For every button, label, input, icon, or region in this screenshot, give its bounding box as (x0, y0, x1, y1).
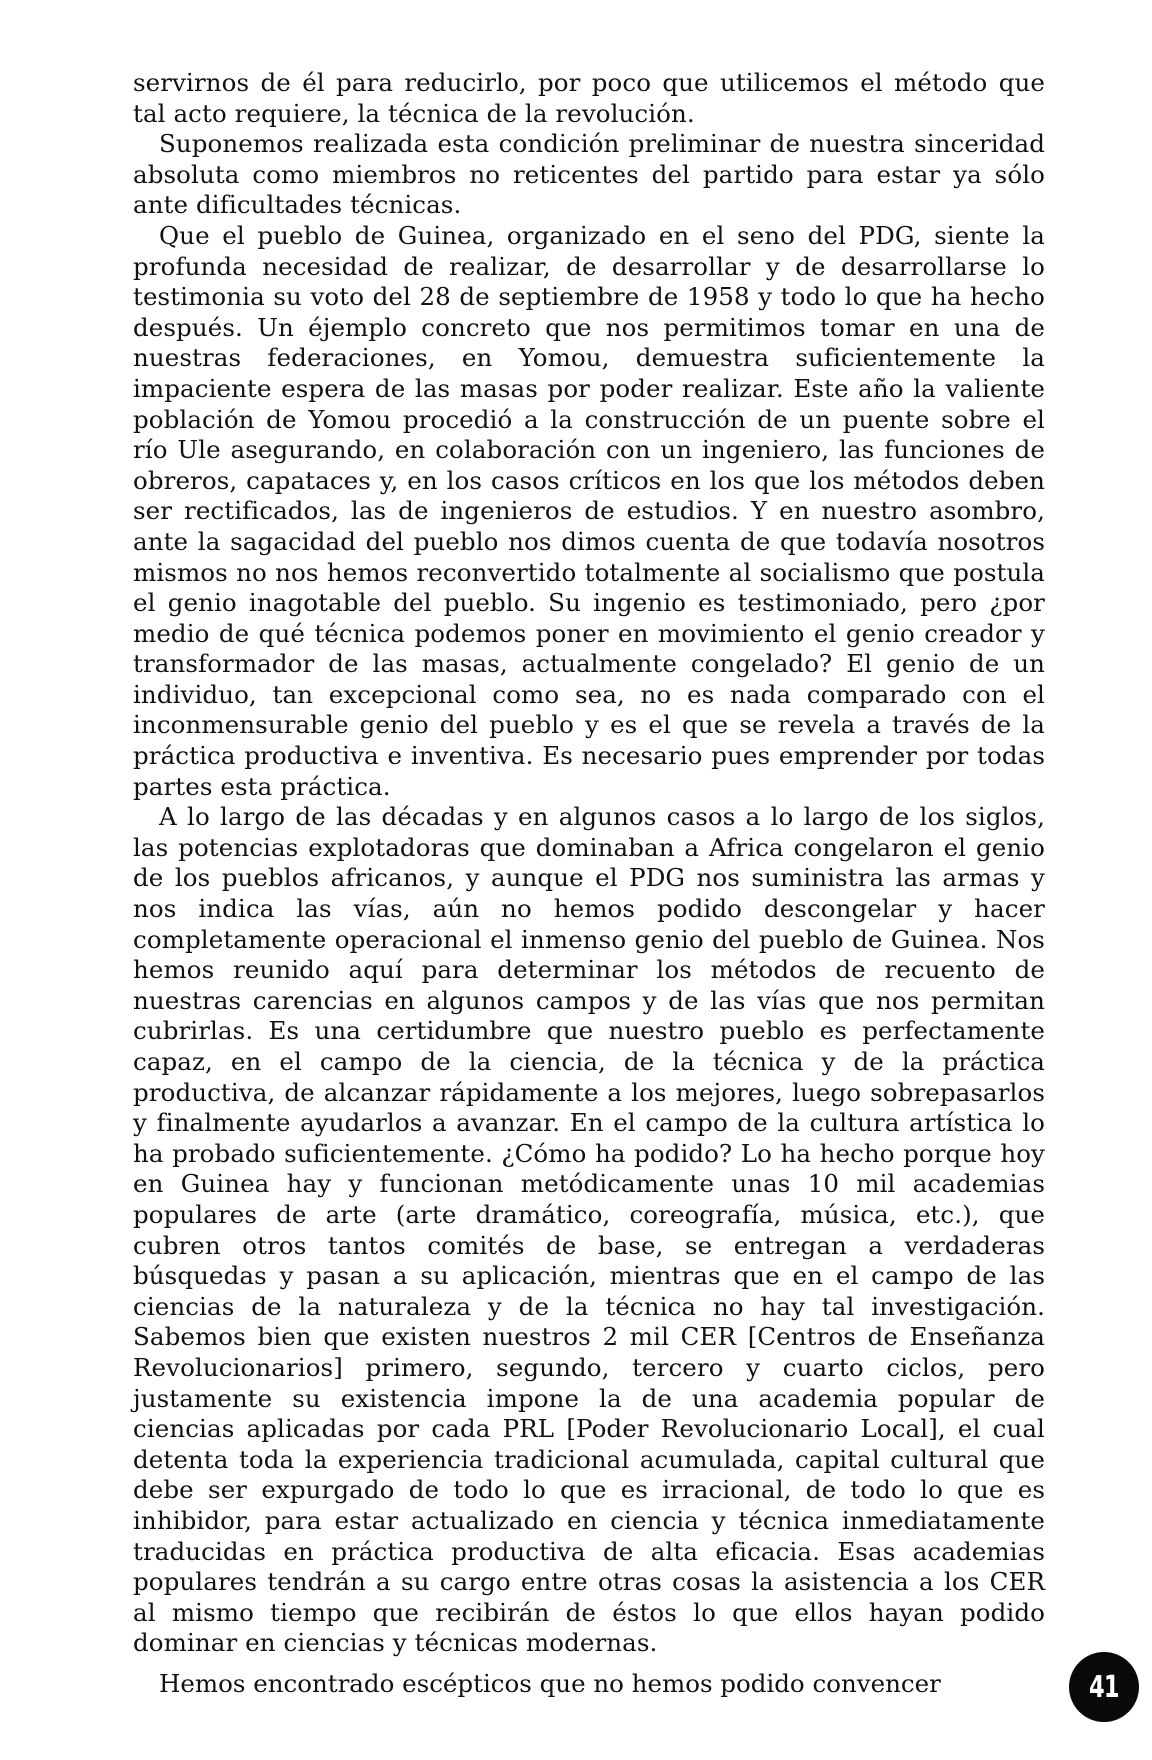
paragraph-5-start: Hemos encontrado escépticos que no hemos podido convencer (159, 1669, 941, 1698)
body-text (133, 68, 1045, 1659)
paragraph-4: A lo largo de las décadas y en algunos casos a lo largo de los siglos, las potencias explotadoras que dominaban a Africa congelaron el genio de los pueblos africanos, y aunque el PDG nos suministra las armas y nos indica las vías, aún no hemos podido descongelar y hacer completamente operacional el inmenso genio del pueblo de Guinea. Nos hemos reunido aquí para determinar los métodos de recuento de nuestras carencias en algunos campos y de las vías que nos permitan cubrirlas. Es una certidumbre que nuestro pueblo es perfectamente capaz, en el campo de la ciencia, de la técnica y de la práctica productiva, de alcanzar rápidamente a los mejores, luego sobrepasarlos y finalmente ayudarlos a avanzar. En el campo de la cultura artística lo ha probado suficientemente. ¿Cómo ha podido? Lo ha hecho porque hoy en Guinea hay y funcionan metódicamente unas 10 mil academias populares de arte (arte dramático, coreografía, música, etc.), que cubren otros tantos comités de base, se entregan a verdaderas búsquedas y pasan a su aplicación, mientras que en el campo de las ciencias de la naturaleza y de la técnica no hay tal investigación. Sabemos bien que existen nuestros 2 mil CER [Centros de Enseñanza Revolucionarios] primero, segundo, tercero y cuarto ciclos, pero justamente su existencia impone la de una academia popular de ciencias aplicadas por cada PRL [Poder Revolucionario Local], el cual detenta toda la experiencia tradicional acumulada, capital cultural que debe ser expurgado de todo lo que es irracional, de todo lo que es inhibidor, para estar actualizado en ciencia y técnica inmediatamente traducidas en práctica productiva de alta eficacia. Esas academias populares tendrán a su cargo entre otras cosas la asistencia a los CER al mismo tiempo que recibirán de éstos lo que ellos hayan podido dominar en ciencias y técnicas modernas. (133, 802, 1045, 1658)
page-number: 41 (1089, 1669, 1119, 1705)
paragraph-2: Suponemos realizada esta condición preliminar de nuestra sinceridad absoluta como miembros no reticentes del partido para estar ya sólo ante dificultades técnicas. (133, 129, 1045, 220)
paragraph-3: Que el pueblo de Guinea, organizado en el seno del PDG, siente la profunda necesidad de realizar, de desarrollar y de desarrollarse lo testimonia su voto del 28 de septiembre de 1958 y todo lo que ha hecho después. Un éjemplo concreto que nos permitimos tomar en una de nuestras federaciones, en Yomou, demuestra suficientemente la impaciente espera de las masas por poder realizar. Este año la valiente población de Yomou procedió a la construcción de un puente sobre el río Ule asegurando, en colaboración con un ingeniero, las funciones de obreros, capataces y, en los casos críticos en los que los métodos deben ser rectificados, las de ingenieros de estudios. Y en nuestro asombro, ante la sagacidad del pueblo nos dimos cuenta de que todavía nosotros mismos no nos hemos reconvertido totalmente al socialismo que postula el genio inagotable del pueblo. Su ingenio es testimoniado, pero ¿por medio de qué técnica podemos poner en movimiento el genio creador y transformador de las masas, actualmente congelado? El genio de un individuo, tan excepcional como sea, no es nada comparado con el inconmensurable genio del pueblo y es el que se revela a través de la práctica productiva e inventiva. Es necesario pues emprender por todas partes esta práctica. (133, 220, 1045, 801)
paragraph-1: servirnos de él para reducirlo, por poco que utilicemos el método que tal acto requiere, la técnica de la revolución. (133, 68, 1045, 128)
page-number-badge (1069, 1652, 1139, 1722)
